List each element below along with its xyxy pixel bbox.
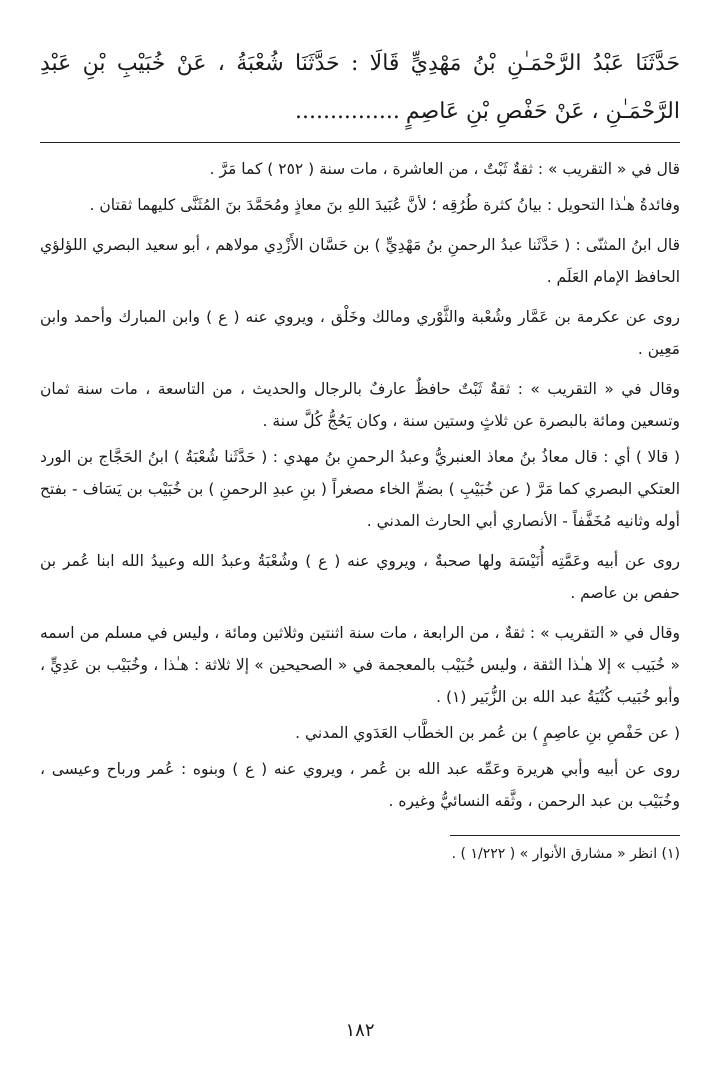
commentary-paragraph: ( عن حَفْصِ بنِ عاصِمٍ ) بن عُمر بن الخطَّاب العَدَوي المدني . [295,724,680,742]
commentary-paragraph: قال في « التقريب » : ثقةٌ ثَبْتٌ ، من العاشرة ، مات سنة ( ٢٥٢ ) كما مَرَّ . [209,160,680,178]
book-page [40,40,680,1060]
commentary-paragraph: وقال في « التقريب » : ثقةٌ ثَبْتٌ حافظٌ عارفٌ بالرجال والحديث ، من التاسعة ، مات سنة ثمان وتسعين ومائة بالبصرة عن ثلاثٍ وستين سنة ، وكان يَحُجُّ كُلَّ سنة . [40,380,680,430]
commentary-paragraph: قال ابنُ المثنّى : ( حَدَّثَنا عبدُ الرحمنِ بنُ مَهْدِيٍّ ) بن حَسَّان الأَزْدِي مولاهم ، أبو سعيد البصري اللؤلؤي الحافظ الإمام العَلَم . [40,236,680,286]
commentary-paragraph: وقال في « التقريب » : ثقةٌ ، من الرابعة ، مات سنة اثنتين وثلاثين ومائة ، وليس في مسلم من اسمه « خُبَيب » إلا هـٰذا الثقة ، وليس خُبَيْب بالمعجمة في « الصحيحين » إلا ثلاثة : هـٰذا ، وخُبَيْب بن عَدِيٍّ ، وأبو خُبَيب كُنْيَةُ عبد الله بن الزُّبَير (١) . [40,624,680,706]
footnote: (١) انظر « مشارق الأنوار » ( ١/٢٢٢ ) . [451,846,680,862]
commentary-paragraph: ( قالا ) أي : قال معاذُ بنُ معاذ العنبريُّ وعبدُ الرحمنِ بنُ مهدي : ( حَدَّثَنا شُعْبَةُ ) ابنُ الحَجَّاج بن الورد العتكي البصري كما مَرَّ ( عن خُبَيْبِ ) بضمِّ الخاء مصغراً ( بنِ عبدِ الرحمنِ ) بن خُبَيْب بن يَسَاف - بفتح أوله وثانيه مُخَفَّفاً - الأنصاري أبي الحارث المدني . [40,448,680,530]
footnote-divider [450,835,680,836]
commentary-paragraph: روى عن أبيه وعَمَّتِه أُنَيْسَة ولها صحبةٌ ، ويروي عنه ( ع ) وشُعْبَةُ وعبدُ الله وعبيدُ الله ابنا عُمر بن حفص بن عاصم . [40,552,680,602]
commentary-paragraph: روى عن أبيه وأبي هريرة وعَمِّه عبد الله بن عُمر ، ويروي عنه ( ع ) وبنوه : عُمر ورباح وعيسى ، وخُبَيْب بن عبد الرحمن ، وثَّقه النسائيُّ وغيره . [40,760,680,810]
top-divider [40,142,680,143]
hadith-text [40,40,680,136]
hadith-isnad: حَدَّثَنَا عَبْدُ الرَّحْمَـٰنِ بْنُ مَهْدِيٍّ قَالَا : حَدَّثَنَا شُعْبَةُ ، عَنْ خُبَيْبِ بْنِ عَبْدِ الرَّحْمَـٰنِ ، عَنْ حَفْصِ بْنِ عَاصِمٍ [40,51,680,124]
hadith-ellipsis: ............... [294,99,400,124]
commentary-paragraph: وفائدةُ هـٰذا التحويل : بيانُ كثرة طُرُقِه ؛ لأنَّ عُبَيدَ اللهِ بنَ معاذٍ ومُحَمَّدَ بنَ المُثَنَّى كليهما ثقتان . [89,196,680,214]
commentary-paragraph: روى عن عكرمة بن عَمَّار وشُعْبة والثَّوْري ومالك وخَلْق ، ويروي عنه ( ع ) وابن المبارك وأحمد وابن مَعِين . [40,308,680,358]
page-number: ١٨٢ [345,1020,375,1041]
